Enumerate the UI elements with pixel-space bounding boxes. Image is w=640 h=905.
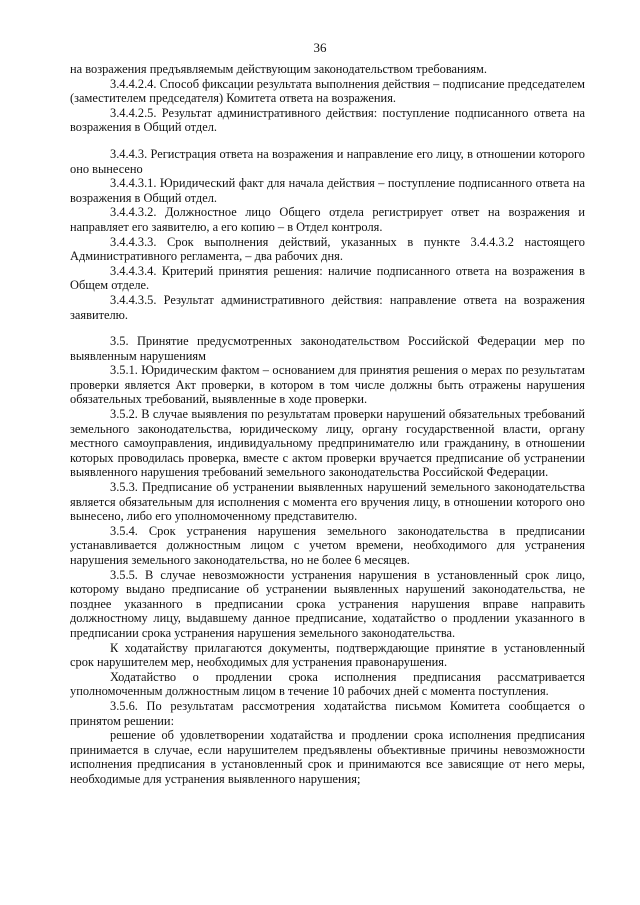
paragraph: 3.5.3. Предписание об устранении выявленных нарушений земельного законодательства является обязательным для исполнения с момента его вручения лицу, в отношении которого оно вынесено, либо его уполномоченному представителю. (70, 480, 585, 524)
paragraph: 3.4.4.3. Регистрация ответа на возражения и направление его лицу, в отношении которого оно вынесено (70, 146, 585, 176)
paragraph-spacer (70, 322, 585, 334)
paragraph: на возражения предъявляемым действующим законодательством требованиям. (70, 62, 487, 76)
paragraph-spacer (70, 135, 585, 147)
paragraph: 3.5.5. В случае невозможности устранения нарушения в установленный срок лицо, которому выдано предписание об устранении выявленных нарушений законодательства, не позднее указанного в предписании срока устранения нарушения вправе направить должностному лицу, выдавшему данное предписание, ходатайство о продлении указанного в предписании срока устранения нарушения земельного законодательства. (70, 567, 585, 640)
paragraph: 3.4.4.2.5. Результат административного действия: поступление подписанного ответа на возражения в Общий отдел. (70, 105, 585, 135)
paragraph: 3.4.4.3.4. Критерий принятия решения: наличие подписанного ответа на возражения в Общем отделе. (70, 263, 585, 293)
paragraph: 3.5.4. Срок устранения нарушения земельного законодательства в предписании устанавливается должностным лицом с учетом времени, необходимого для устранения нарушения земельного законодательства, но не более 6 месяцев. (70, 523, 585, 567)
paragraph: К ходатайству прилагаются документы, подтверждающие принятие в установленный срок нарушителем мер, необходимых для устранения правонарушения. (70, 640, 585, 670)
paragraph: 3.5.2. В случае выявления по результатам проверки нарушений обязательных требований земельного законодательства, юридическому лицу, органу государственной власти, органу местного самоуправления, индивидуальному предпринимателю или гражданину, в отношении которых проводилась проверка, вместе с актом проверки вручается предписание об устранении выявленного нарушения требований земельного законодательства Российской Федерации. (70, 407, 585, 480)
paragraph: 3.4.4.3.2. Должностное лицо Общего отдела регистрирует ответ на возражения и направляет его заявителю, а его копию – в Отдел контроля. (70, 205, 585, 234)
paragraph: 3.5.6. По результатам рассмотрения ходатайства письмом Комитета сообщается о принятом решении: (70, 698, 585, 728)
paragraph: 3.4.4.3.5. Результат административного действия: направление ответа на возражения заявителю. (70, 292, 585, 322)
paragraph: решение об удовлетворении ходатайства и продлении срока исполнения предписания принимается в случае, если нарушителем предъявлены объективные причины невозможности исполнения предписания в установленный срок и принимаются все зависящие от него меры, необходимые для устранения выявленного нарушения; (70, 728, 585, 786)
paragraph: 3.4.4.3.1. Юридический факт для начала действия – поступление подписанного ответа на возражения в Общий отдел. (70, 176, 585, 205)
paragraph: 3.4.4.3.3. Срок выполнения действий, указанных в пункте 3.4.4.3.2 настоящего Административного регламента, – два рабочих дня. (70, 234, 585, 264)
paragraph: 3.4.4.2.4. Способ фиксации результата выполнения действия – подписание председателем (заместителем председателя) Комитета ответа на возражения. (70, 76, 585, 106)
page-number: 36 (313, 40, 327, 55)
paragraph: 3.5. Принятие предусмотренных законодательством Российской Федерации мер по выявленным нарушениям (70, 334, 585, 363)
document-body (70, 62, 585, 787)
paragraph: Ходатайство о продлении срока исполнения предписания рассматривается уполномоченным должностным лицом в течение 10 рабочих дней с момента поступления. (70, 669, 585, 699)
paragraph: 3.5.1. Юридическим фактом – основанием для принятия решения о мерах по результатам проверки является Акт проверки, в котором в том числе должны быть отражены нарушения обязательных требований, выявленные в ходе проверки. (70, 363, 585, 407)
